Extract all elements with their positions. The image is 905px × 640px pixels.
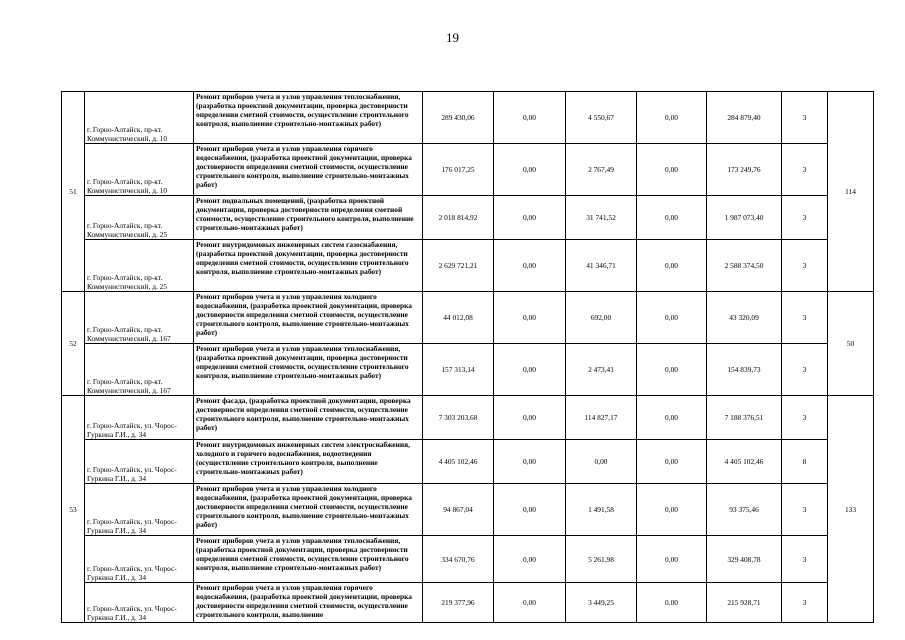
value-cell: 41 346,71 <box>566 240 637 292</box>
value-cell: 0,00 <box>637 484 707 536</box>
value-cell: 3 <box>782 196 828 240</box>
value-cell: 0,00 <box>637 396 707 440</box>
value-cell: 4 405 102,46 <box>707 440 782 484</box>
value-cell: 3 <box>782 92 828 144</box>
value-cell: 0,00 <box>637 536 707 583</box>
work-description-cell: Ремонт приборов учета и узлов управления холодного водоснабжения, (разработка проектной документации, проверка достоверности определения сметной стоимости, осуществление строительного контроля, выполнение строительно-монтажных работ) <box>194 484 423 536</box>
address-cell: г. Горно-Алтайск, ул. Чорос-Гуркина Г.И., д. 34 <box>85 484 194 536</box>
value-cell: 215 928,71 <box>707 583 782 623</box>
value-cell: 3 <box>782 144 828 196</box>
house-number-cell: 52 <box>62 292 85 396</box>
value-cell: 8 <box>782 440 828 484</box>
value-cell: 0,00 <box>494 196 566 240</box>
table-row <box>62 583 874 623</box>
address-cell: г. Горно-Алтайск, пр-кт. Коммунистический, д. 167 <box>85 292 194 344</box>
value-cell: 3 <box>782 583 828 623</box>
table-row <box>62 292 874 344</box>
value-cell: 0,00 <box>637 240 707 292</box>
value-cell: 173 249,76 <box>707 144 782 196</box>
value-cell: 3 <box>782 240 828 292</box>
work-description-cell: Ремонт приборов учета и узлов управления холодного водоснабжения, (разработка проектной документации, проверка достоверности определения сметной стоимости, осуществление строительного контроля, выполнение строительно-монтажных работ) <box>194 292 423 344</box>
value-cell: 114 827,17 <box>566 396 637 440</box>
total-cost-cell: 157 313,14 <box>423 344 494 396</box>
value-cell: 3 <box>782 344 828 396</box>
total-cost-cell: 176 017,25 <box>423 144 494 196</box>
value-cell: 329 408,78 <box>707 536 782 583</box>
address-cell: г. Горно-Алтайск, ул. Чорос-Гуркина Г.И., д. 34 <box>85 536 194 583</box>
value-cell: 0,00 <box>494 344 566 396</box>
value-cell: 43 320,09 <box>707 292 782 344</box>
value-cell: 3 <box>782 396 828 440</box>
table-row <box>62 344 874 396</box>
value-cell: 0,00 <box>637 344 707 396</box>
value-cell: 31 741,52 <box>566 196 637 240</box>
value-cell: 7 188 376,51 <box>707 396 782 440</box>
total-cost-cell: 289 430,06 <box>423 92 494 144</box>
value-cell: 0,00 <box>637 144 707 196</box>
value-cell: 0,00 <box>566 440 637 484</box>
value-cell: 3 <box>782 292 828 344</box>
group-total-cell: 50 <box>828 292 874 396</box>
value-cell: 0,00 <box>637 92 707 144</box>
value-cell: 3 449,25 <box>566 583 637 623</box>
value-cell: 154 839,73 <box>707 344 782 396</box>
house-number-cell: 51 <box>62 92 85 292</box>
address-cell: г. Горно-Алтайск, ул. Чорос-Гуркина Г.И., д. 34 <box>85 440 194 484</box>
work-description-cell: Ремонт приборов учета и узлов управления теплоснабжения, (разработка проектной документации, проверка достоверности определения сметной стоимости, осуществление строительного контроля, выполнение строительно-монтажных работ) <box>194 536 423 583</box>
value-cell: 1 491,58 <box>566 484 637 536</box>
value-cell: 0,00 <box>494 536 566 583</box>
value-cell: 5 261,98 <box>566 536 637 583</box>
value-cell: 3 <box>782 536 828 583</box>
total-cost-cell: 44 012,08 <box>423 292 494 344</box>
value-cell: 0,00 <box>494 440 566 484</box>
value-cell: 3 <box>782 484 828 536</box>
value-cell: 0,00 <box>494 240 566 292</box>
address-cell: г. Горно-Алтайск, пр-кт. Коммунистический, д. 10 <box>85 144 194 196</box>
table-row <box>62 484 874 536</box>
address-cell: г. Горно-Алтайск, пр-кт. Коммунистический, д. 25 <box>85 240 194 292</box>
total-cost-cell: 4 405 102,46 <box>423 440 494 484</box>
house-number-cell: 53 <box>62 396 85 623</box>
table-row <box>62 92 874 144</box>
value-cell: 0,00 <box>494 144 566 196</box>
value-cell: 1 987 073,40 <box>707 196 782 240</box>
value-cell: 4 550,67 <box>566 92 637 144</box>
value-cell: 2 767,49 <box>566 144 637 196</box>
value-cell: 0,00 <box>637 440 707 484</box>
work-description-cell: Ремонт внутридомовых инженерных систем газоснабжения, (разработка проектной документации, проверка достоверности определения сметной стоимости, осуществление строительного контроля, выполнение строительно-монтажных работ) <box>194 240 423 292</box>
value-cell: 0,00 <box>637 196 707 240</box>
total-cost-cell: 219 377,96 <box>423 583 494 623</box>
table-row <box>62 396 874 440</box>
work-description-cell: Ремонт подвальных помещений, (разработка проектной документации, проверка достоверности определения сметной стоимости, осуществление строительного контроля, выполнение строительно-монтажных работ) <box>194 196 423 240</box>
value-cell: 0,00 <box>637 292 707 344</box>
value-cell: 284 879,40 <box>707 92 782 144</box>
work-description-cell: Ремонт внутридомовых инженерных систем электроснабжения, холодного и горячего водоснабжения, водоотведения (осуществление строительного контроля, выполнение строительно-монтажных работ) <box>194 440 423 484</box>
total-cost-cell: 2 629 721,21 <box>423 240 494 292</box>
value-cell: 0,00 <box>494 484 566 536</box>
value-cell: 2 473,41 <box>566 344 637 396</box>
value-cell: 93 375,46 <box>707 484 782 536</box>
work-description-cell: Ремонт приборов учета и узлов управления горячего водоснабжения, (разработка проектной документации, проверка достоверности определения сметной стоимости, осуществление строительного контроля, выполнение <box>194 583 423 623</box>
group-total-cell: 133 <box>828 396 874 623</box>
table-row <box>62 196 874 240</box>
address-cell: г. Горно-Алтайск, ул. Чорос-Гуркина Г.И., д. 34 <box>85 583 194 623</box>
work-description-cell: Ремонт фасада, (разработка проектной документации, проверка достоверности определения сметной стоимости, осуществление строительного контроля, выполнение строительно-монтажных работ) <box>194 396 423 440</box>
table-row <box>62 536 874 583</box>
value-cell: 0,00 <box>494 396 566 440</box>
total-cost-cell: 2 018 814,92 <box>423 196 494 240</box>
address-cell: г. Горно-Алтайск, пр-кт. Коммунистический, д. 10 <box>85 92 194 144</box>
value-cell: 692,00 <box>566 292 637 344</box>
repair-program-table <box>61 91 874 623</box>
table-row <box>62 240 874 292</box>
work-description-cell: Ремонт приборов учета и узлов управления теплоснабжения, (разработка проектной документации, проверка достоверности определения сметной стоимости, осуществление строительного контроля, выполнение строительно-монтажных работ) <box>194 92 423 144</box>
value-cell: 0,00 <box>494 583 566 623</box>
address-cell: г. Горно-Алтайск, ул. Чорос-Гуркина Г.И., д. 34 <box>85 396 194 440</box>
address-cell: г. Горно-Алтайск, пр-кт. Коммунистический, д. 25 <box>85 196 194 240</box>
value-cell: 0,00 <box>494 92 566 144</box>
total-cost-cell: 7 303 203,68 <box>423 396 494 440</box>
table-row <box>62 440 874 484</box>
total-cost-cell: 94 867,04 <box>423 484 494 536</box>
value-cell: 0,00 <box>637 583 707 623</box>
total-cost-cell: 334 670,76 <box>423 536 494 583</box>
table-row <box>62 144 874 196</box>
group-total-cell: 114 <box>828 92 874 292</box>
address-cell: г. Горно-Алтайск, пр-кт. Коммунистический, д. 167 <box>85 344 194 396</box>
work-description-cell: Ремонт приборов учета и узлов управления горячего водоснабжения, (разработка проектной документации, проверка достоверности определения сметной стоимости, осуществление строительного контроля, выполнение строительно-монтажных работ) <box>194 144 423 196</box>
work-description-cell: Ремонт приборов учета и узлов управления теплоснабжения, (разработка проектной документации, проверка достоверности определения сметной стоимости, осуществление строительного контроля, выполнение строительно-монтажных работ) <box>194 344 423 396</box>
value-cell: 0,00 <box>494 292 566 344</box>
page-number: 19 <box>446 30 459 45</box>
value-cell: 2 588 374,50 <box>707 240 782 292</box>
